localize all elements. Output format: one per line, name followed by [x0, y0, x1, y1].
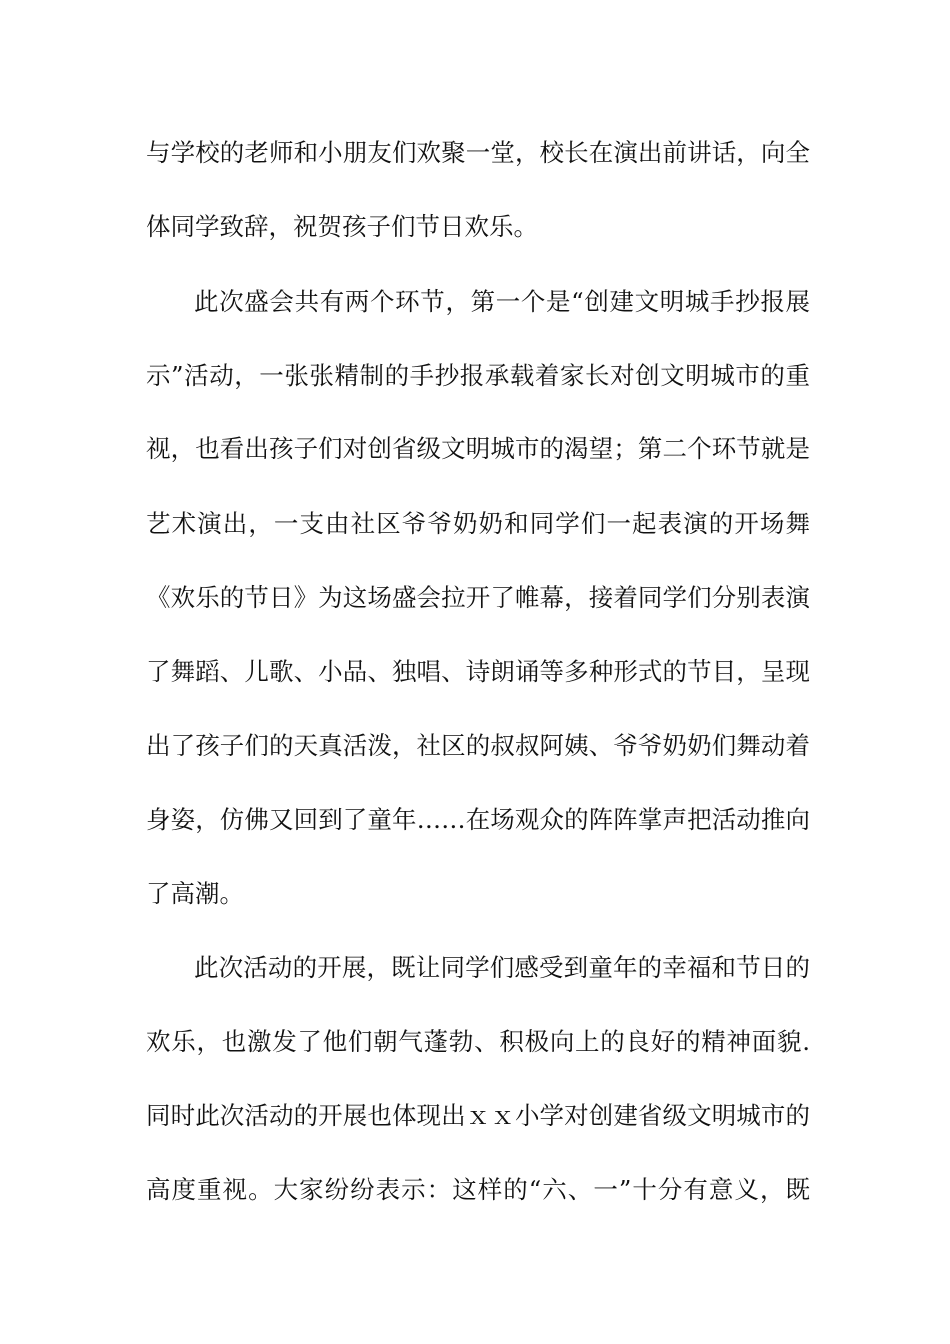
text-line: 同时此次活动的开展也体现出ｘｘ小学对创建省级文明城市的	[146, 1101, 810, 1130]
text-line: 艺术演出，一支由社区爷爷奶奶和同学们一起表演的开场舞	[146, 509, 810, 538]
text-line: 此次活动的开展，既让同学们感受到童年的幸福和节日的	[194, 953, 810, 982]
text-line: 《欢乐的节日》为这场盛会拉开了帷幕，接着同学们分别表演	[146, 583, 810, 612]
text-line: 体同学致辞，祝贺孩子们节日欢乐。	[146, 212, 538, 241]
text-line: 了舞蹈、儿歌、小品、独唱、诗朗诵等多种形式的节目，呈现	[146, 657, 810, 686]
text-line: 视，也看出孩子们对创省级文明城市的渴望；第二个环节就是	[146, 434, 810, 463]
text-line: 示”活动，一张张精制的手抄报承载着家长对创文明城市的重	[146, 361, 810, 390]
text-line: 此次盛会共有两个环节，第一个是“创建文明城手抄报展	[194, 287, 810, 316]
text-line: 身姿，仿佛又回到了童年……在场观众的阵阵掌声把活动推向	[146, 805, 810, 834]
text-line: 高度重视。大家纷纷表示：这样的“六、一”十分有意义，既	[146, 1175, 810, 1204]
text-line: 了高潮。	[146, 879, 244, 908]
text-line: 出了孩子们的天真活泼，社区的叔叔阿姨、爷爷奶奶们舞动着	[146, 731, 810, 760]
text-line: 与学校的老师和小朋友们欢聚一堂，校长在演出前讲话，向全	[146, 138, 810, 167]
text-line: 欢乐，也激发了他们朝气蓬勃、积极向上的良好的精神面貌.	[146, 1027, 810, 1056]
